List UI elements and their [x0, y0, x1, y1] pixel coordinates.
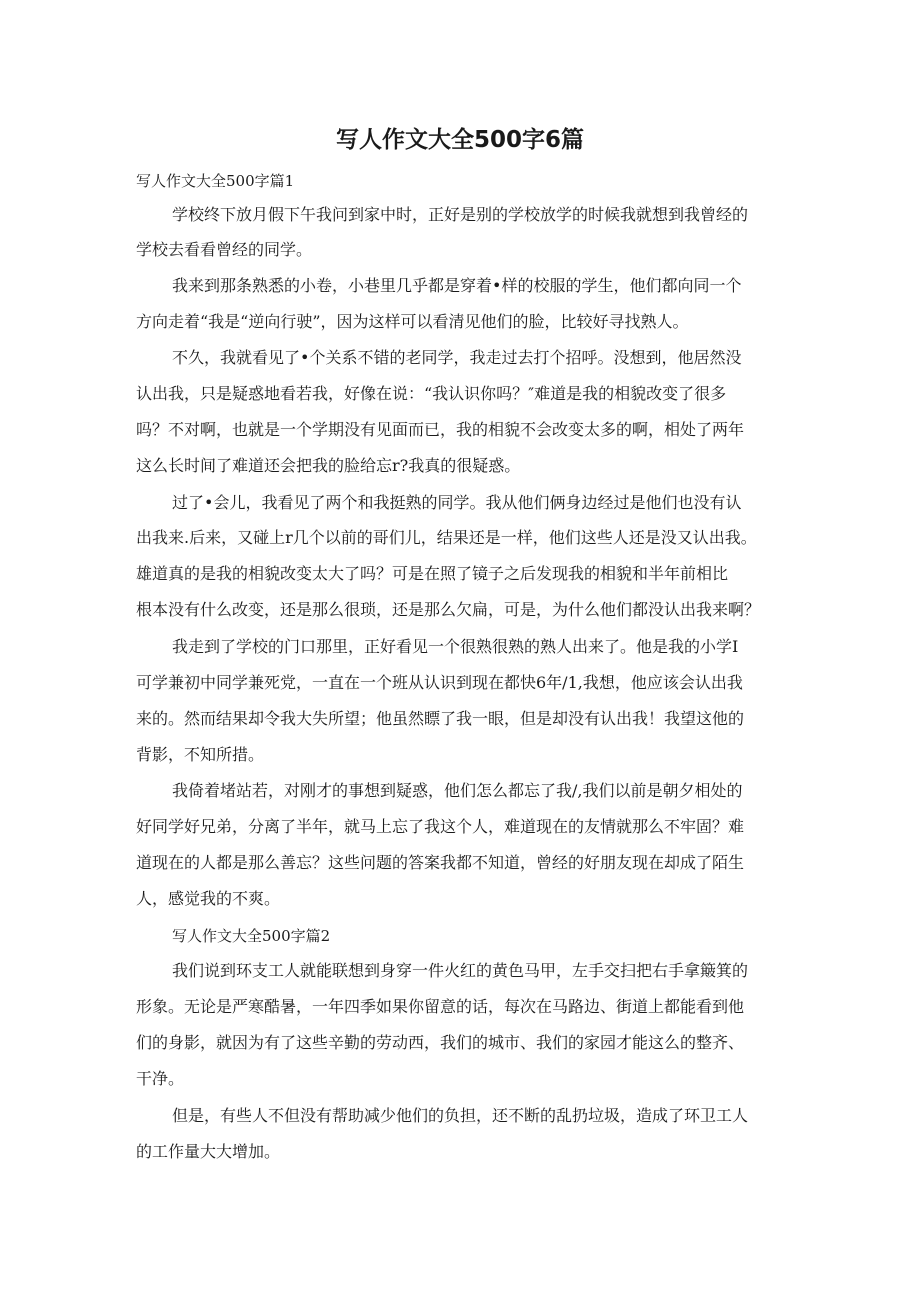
section-heading-1: 写人作文大全500字篇1 — [136, 172, 295, 190]
section-heading-2: 写人作文大全500字篇2 — [172, 927, 331, 945]
paragraph-line: 的工作量大大增加。 — [136, 1142, 281, 1161]
paragraph-line: 但是，有些人不但没有帮助减少他们的负担，还不断的乱扔垃圾，造成了环卫工人 — [172, 1106, 749, 1125]
paragraph-line: 吗？不对啊，也就是一个学期没有见面而已，我的相貌不会改变太多的啊，相处了两年 — [136, 420, 745, 439]
paragraph-line: 形象。无论是严寒酷暑，一年四季如果你留意的话，每次在马路边、街道上都能看到他 — [136, 997, 745, 1016]
paragraph-line: 根本没有什么改变，还是那么很琐，还是那么欠扁，可是，为什么他们都没认出我来啊？ — [136, 600, 761, 619]
paragraph-line: 我来到那条熟悉的小卷，小巷里几乎都是穿着•样的校服的学生，他们都向同一个 — [172, 276, 742, 295]
paragraph-line: 学校终下放月假下午我问到家中时，正好是别的学校放学的时候我就想到我曾经的 — [172, 205, 749, 224]
paragraph-line: 雄道真的是我的相貌改变太大了吗？可是在照了镜子之后发现我的相貌和半年前相比 — [136, 564, 729, 583]
paragraph-line: 背影，不知所措。 — [136, 745, 265, 764]
paragraph-line: 干净。 — [136, 1069, 185, 1088]
paragraph-line: 认出我，只是疑惑地看若我，好像在说：“我认识你吗？″难道是我的相貌改变了很多 — [136, 384, 727, 403]
paragraph-line: 过了•会儿，我看见了两个和我挺熟的同学。我从他们俩身边经过是他们也没有认 — [172, 493, 742, 512]
paragraph-line: 这么长时间了难道还会把我的脸给忘r?我真的很疑惑。 — [136, 456, 521, 475]
paragraph-line: 们的身影，就因为有了这些辛勤的劳动西，我们的城市、我们的家园才能这么的整齐、 — [136, 1033, 745, 1052]
paragraph-line: 来的。然而结果却令我大失所望；他虽然瞟了我一眼，但是却没有认出我！我望这他的 — [136, 709, 745, 728]
paragraph-line: 方向走着“我是“逆向行驶”，因为这样可以看清见他们的脸，比较好寻找熟人。 — [136, 312, 689, 331]
paragraph-line: 道现在的人都是那么善忘？这些问题的答案我都不知道，曾经的好朋友现在却成了陌生 — [136, 853, 745, 872]
paragraph-line: 我倚着堵站若，对刚才的事想到疑惑，他们怎么都忘了我/,我们以前是朝夕相处的 — [172, 781, 743, 800]
paragraph-line: 我走到了学校的门口那里，正好看见一个很熟很熟的熟人出来了。他是我的小学I — [172, 637, 739, 656]
paragraph-line: 不久，我就看见了•个关系不错的老同学，我走过去打个招呼。没想到，他居然没 — [172, 348, 742, 367]
paragraph-line: 出我来.后来，又碰上r几个以前的哥们儿，结果还是一样，他们这些人还是没又认出我。 — [136, 528, 757, 547]
paragraph-line: 学校去看看曾经的同学。 — [136, 240, 313, 259]
paragraph-line: 人，感觉我的不爽。 — [136, 889, 281, 908]
paragraph-line: 好同学好兄弟，分离了半年，就马上忘了我这个人，难道现在的友情就那么不牢固？难 — [136, 817, 745, 836]
paragraph-line: 可学兼初中同学兼死党，一直在一个班从认识到现在都快6年/1,我想，他应该会认出我 — [136, 673, 743, 692]
paragraph-line: 我们说到环支工人就能联想到身穿一件火红的黄色马甲，左手交扫把右手拿簸箕的 — [172, 961, 749, 980]
document-title: 写人作文大全500字6篇 — [335, 127, 584, 153]
